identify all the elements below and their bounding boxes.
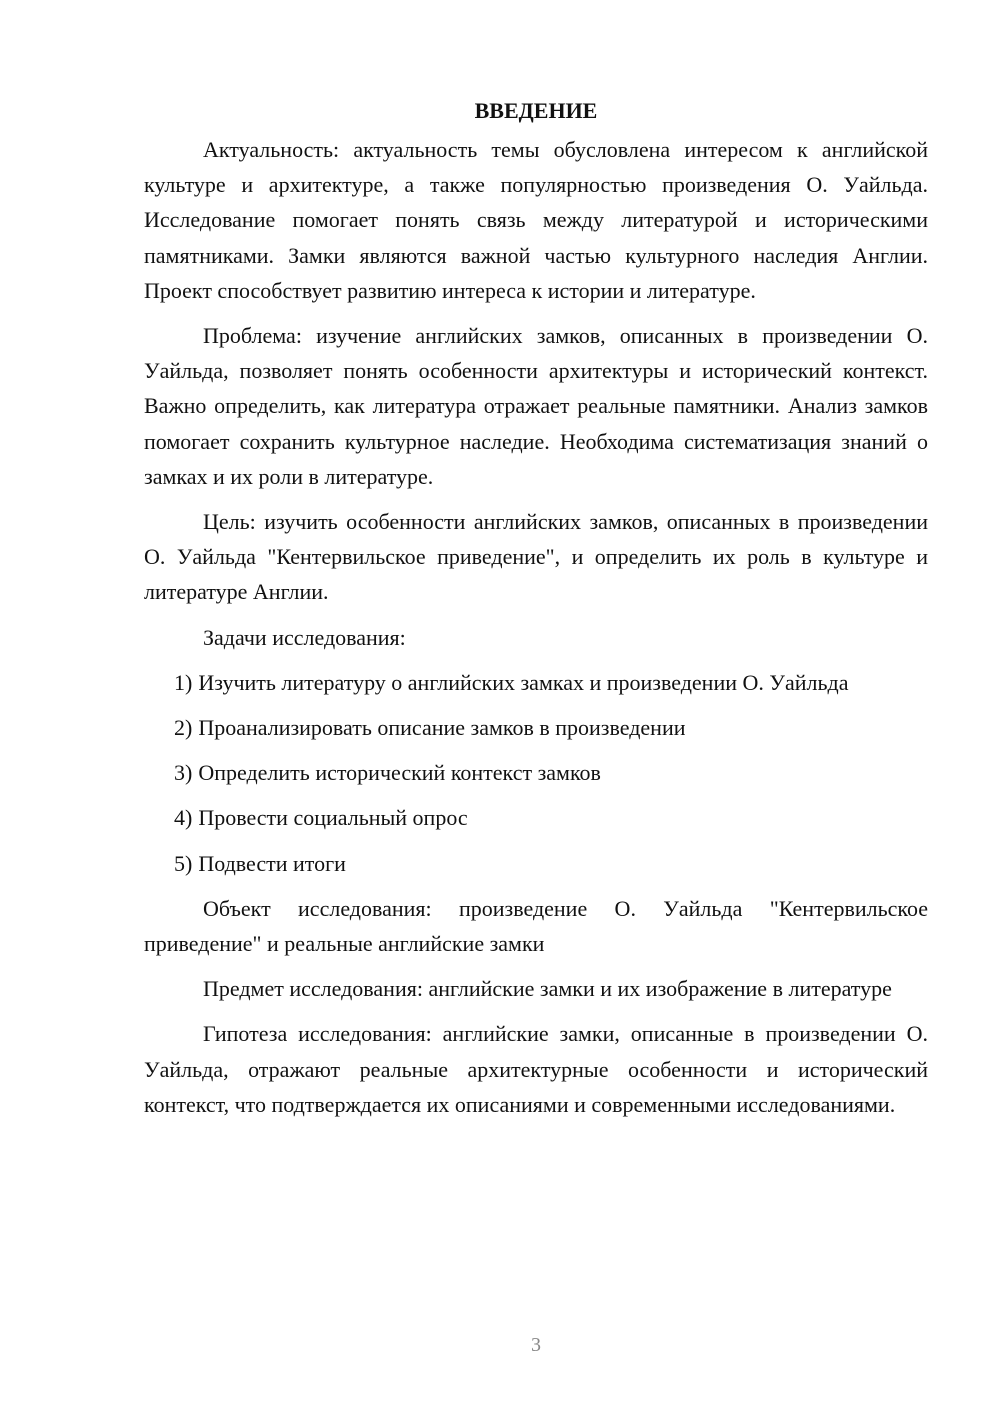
task-text: Определить исторический контекст замков [198, 760, 601, 786]
hypothesis-paragraph: Гипотеза исследования: английские замки, описанные в произведении О. Уайльда, отражают реальные архитектурные особенности и исторический контекст, что подтверждается их описаниями и современными исследованиями. [144, 1021, 928, 1117]
task-item [144, 710, 928, 745]
task-number: 4) [174, 805, 193, 831]
task-number: 1) [174, 669, 193, 695]
task-number: 5) [174, 850, 193, 876]
relevance-paragraph: Актуальность: актуальность темы обусловлена интересом к английской культуре и архитектуре, а также популярностью произведения О. Уайльда. Исследование помогает понять связь между литературой и историческими памятниками. Замки являются важной частью культурного наследия Англии. Проект способствует развитию интереса к истории и литературе. [144, 137, 928, 303]
task-item [144, 846, 928, 881]
task-text: Изучить литературу о английских замках и произведении О. Уайльда [198, 669, 849, 695]
task-number: 3) [174, 760, 193, 786]
object-paragraph: Объект исследования: произведение О. Уайльда "Кентервильское приведение" и реальные английские замки [144, 895, 928, 957]
task-item [144, 665, 928, 700]
section-heading: ВВЕДЕНИЕ [474, 98, 598, 123]
task-item [144, 755, 928, 790]
tasks-title: Задачи исследования: [203, 624, 406, 650]
task-item [144, 800, 928, 835]
document-page [144, 96, 928, 1132]
task-text: Проанализировать описание замков в произведении [198, 715, 686, 741]
subject-paragraph: Предмет исследования: английские замки и их изображение в литературе [203, 976, 892, 1002]
page-number: 3 [531, 1334, 541, 1356]
task-text: Подвести итоги [198, 850, 346, 876]
tasks-list [144, 665, 928, 881]
goal-paragraph: Цель: изучить особенности английских замков, описанных в произведении О. Уайльда "Кентервильское приведение", и определить их роль в культуре и литературе Англии. [144, 509, 928, 605]
problem-paragraph: Проблема: изучение английских замков, описанных в произведении О. Уайльда, позволяет понять особенности архитектуры и исторический контекст. Важно определить, как литература отражает реальные памятники. Анализ замков помогает сохранить культурное наследие. Необходима систематизация знаний о замках и их роли в литературе. [144, 323, 928, 489]
task-number: 2) [174, 715, 193, 741]
task-text: Провести социальный опрос [198, 805, 468, 831]
